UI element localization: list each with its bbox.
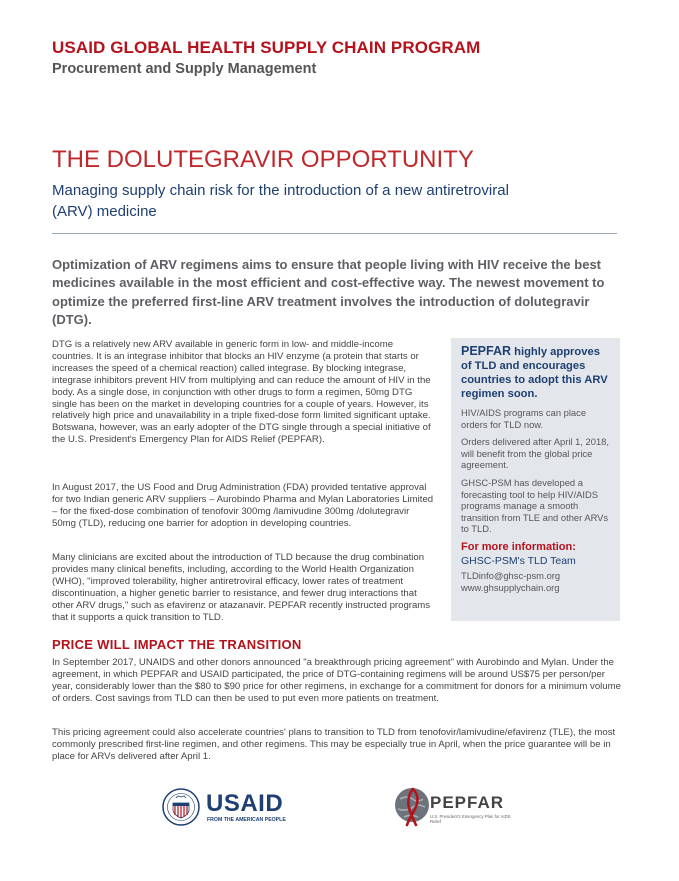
sidebar-lead-rest: highly approves of TLD and encourages countries to adopt this ARV regimen soon. [461,346,608,400]
info-sidebar [451,338,620,621]
usaid-seal-icon [162,788,200,826]
body-paragraph-clinicians: Many clinicians are excited about the introduction of TLD because the drug combination provides many clinical benefits, including, according to the World Health Organization (WHO), "improved tolerability, higher antiretroviral efficacy, lower rates of treatment discontinuation, a higher genetic barrier to resistance, and fewer drug interactions that other ARV drugs," such as efavirenz or atazanavir. PEPFAR recently instructed programs that it supports a quick transition to TLD. [52,552,431,623]
pepfar-globe-icon [392,783,432,829]
section-paragraph-transition: This pricing agreement could also accelerate countries' plans to transition to TLD from tenofovir/lamivudine/efavirenz (TLE), the most commonly prescribed first-line regimen, and other regimens. This may be especially true in April, when the price guarantee will be in place for ARVs delivered after April 1. [52,727,616,763]
body-paragraph-fda: In August 2017, the US Food and Drug Administration (FDA) provided tentative approval for two Indian generic ARV suppliers – Aurobindo Pharma and Mylan Laboratories Limited – for the fixed-dose combination of tenofovir 300mg /lamivudine 300mg /dolutegravir 50mg (TLD), reducing one barrier for adoption in developing countries. [52,482,434,529]
sidebar-item: HIV/AIDS programs can place orders for TLD now. [461,407,587,430]
program-title: USAID GLOBAL HEALTH SUPPLY CHAIN PROGRAM [52,38,481,57]
section-paragraph-pricing: In September 2017, UNAIDS and other donors announced "a breakthrough pricing agreement" with Aurobindo and Mylan. Under the agreement, in which PEPFAR and USAID participated, the price of DTG-containing regimens will be around US$75 per person/per year, considerably lower than the $80 to $90 price for other regimens, in exchange for a commitment for donors for a minimum volume of orders. Cost savings from TLD can then be used to put even more patients on treatment. [52,657,621,705]
intro-paragraph: Optimization of ARV regimens aims to ensure that people living with HIV receive the best medicines available in the most efficient and cost-effective way. The newest movement to optimize the preferred first-line ARV treatment involves the introduction of dolutegravir (DTG). [52,257,605,327]
usaid-tagline: FROM THE AMERICAN PEOPLE [207,817,286,823]
sidebar-email-link[interactable]: TLDinfo@ghsc-psm.org [461,569,561,581]
section-heading: PRICE WILL IMPACT THE TRANSITION [52,637,302,652]
sidebar-more-info-heading: For more information: [461,540,576,553]
pepfar-tagline: U.S. President's Emergency Plan for AIDS Relief [430,814,511,824]
document-subtitle: Managing supply chain risk for the introduction of a new antiretroviral (ARV) medicine [52,182,509,220]
program-subtitle: Procurement and Supply Management [52,61,317,77]
pepfar-wordmark: PEPFAR [430,793,505,812]
body-paragraph-dtg: DTG is a relatively new ARV available in generic form in low- and middle-income countries. It is an integrase inhibitor that blocks an HIV enzyme (a protein that starts or increases the speed of a chemical reaction) called integrase. By blocking integrase, integrase inhibitors prevent HIV from multiplying and can reduce the amount of HIV in the body. As a single dose, in conjunction with other drugs to form a regimen, 50mg DTG single has been on the market in developing countries for a couple of years. However, its relatively high price and unavailability in a triple fixed-dose form limited significant uptake. Botswana, however, was an early adopter of the DTG single through a special initiative of the U.S. President's Emergency Plan for AIDS Relief (PEPFAR). [52,339,431,446]
usaid-logo [162,788,302,830]
sidebar-team-name: GHSC-PSM's TLD Team [461,554,576,567]
pepfar-logo [392,783,522,831]
sidebar-lead [461,344,613,401]
sidebar-item: GHSC-PSM has developed a forecasting tool to help HIV/AIDS programs manage a smooth transition from TLE and other ARVs to TLD. [461,476,609,535]
document-title: THE DOLUTEGRAVIR OPPORTUNITY [52,146,474,173]
usaid-wordmark: USAID [206,790,284,817]
divider [52,233,617,234]
sidebar-website-link[interactable]: www.ghsupplychain.org [461,581,560,593]
sidebar-lead-bold: PEPFAR [461,344,512,358]
sidebar-item: Orders delivered after April 1, 2018, will benefit from the global price agreement. [461,436,609,471]
